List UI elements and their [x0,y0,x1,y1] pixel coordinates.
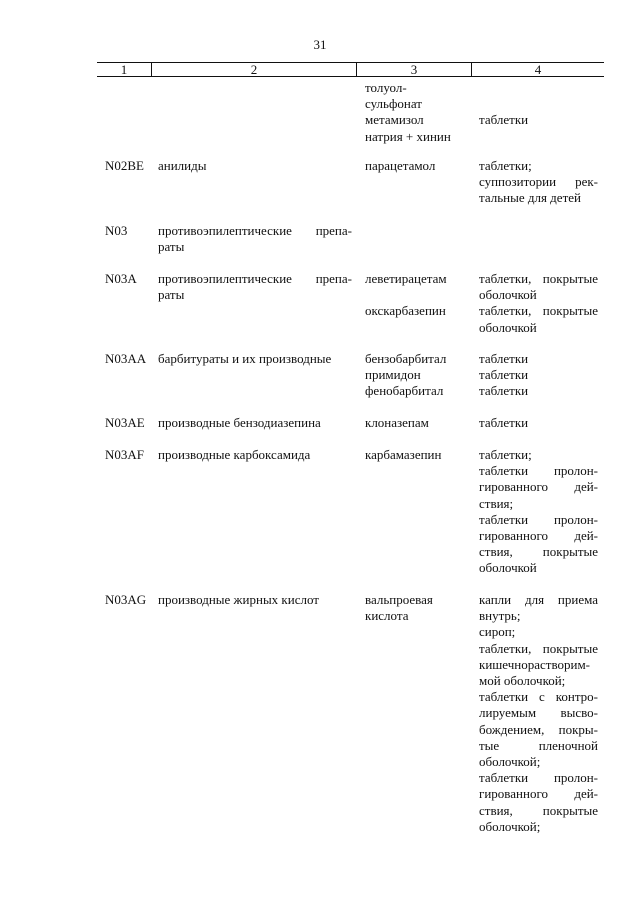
dosage-form-line: гированного дей- [479,528,598,544]
drug-cell [365,351,473,400]
drug-cell [365,415,473,431]
dosage-form-line: таблетки; [479,447,532,462]
drug-name-line: карбамазепин [365,447,442,462]
dosage-form-line: тые пленочной [479,737,598,753]
dosage-form-line: оболочкой; [479,818,541,834]
dosage-form-line: кишечнорастворим- [479,656,591,672]
drug-cell [365,592,473,624]
form-cell [479,592,598,835]
drug-name-line: вальпроевая [365,592,433,607]
group-name-line: противоэпилептические препа- [158,271,352,286]
atc-code: N03AE [105,415,145,430]
drug-cell [365,80,473,145]
header-col-3: 3 [357,63,472,76]
drug-cell [365,158,473,174]
group-name-line: производные жирных кислот [158,592,319,607]
group-name [158,592,352,608]
group-name-line: раты [158,287,185,303]
form-cell [479,158,598,207]
drug-name-line: метамизол [365,112,424,128]
dosage-form-line: таблетки с контро- [479,689,598,705]
dosage-form-line: оболочкой [479,287,537,303]
drug-name-line: бензобарбитал [365,351,447,366]
group-name-line: барбитураты и их производные [158,351,332,366]
dosage-form-line: таблетки [479,415,529,430]
form-cell [479,447,598,577]
dosage-form-line: таблетки, покрытые [479,303,598,319]
drug-cell [365,303,473,319]
form-cell [479,271,598,336]
dosage-form-line: тальные для детей [479,190,581,206]
group-name-line: производные бензодиазепина [158,415,321,430]
dosage-form-line: гированного дей- [479,786,598,802]
atc-code: N03A [105,271,137,286]
header-col-2: 2 [152,63,357,76]
dosage-form-line: ствия, покрытые [479,802,598,818]
dosage-form-line: бождением, покры- [479,721,598,737]
group-name [158,271,352,303]
page-number: 31 [313,37,327,52]
drug-name-line: толуол- [365,80,407,95]
dosage-form-line: оболочкой [479,560,537,576]
group-name [158,415,352,431]
dosage-form-line: таблетки пролон- [479,770,598,786]
drug-name-line: натрия + хинин [365,128,451,144]
dosage-form-line: ствия; [479,495,514,511]
form-cell [479,415,598,431]
dosage-form-line: лируемым высво- [479,705,598,721]
group-name-line: производные карбоксамида [158,447,311,462]
drug-cell [365,271,473,287]
drug-name-line: примидон [365,367,421,383]
header-col-4: 4 [534,62,542,77]
form-cell [479,112,598,128]
dosage-form-line: таблетки пролон- [479,463,598,479]
group-name-line: анилиды [158,158,207,173]
dosage-form-line: ствия, покрытые [479,544,598,560]
group-name-line: раты [158,239,185,255]
group-name [158,158,352,174]
group-name [158,351,352,367]
drug-name-line: парацетамол [365,158,436,173]
drug-cell [365,447,473,463]
header-col-1: 1 [97,63,152,76]
drug-name-line: окскарбазепин [365,303,446,318]
atc-code: N03AA [105,351,147,366]
table-header-row [97,62,604,77]
drug-name-line: сульфонат [365,96,422,112]
dosage-form-line: таблетки [479,351,529,366]
dosage-form-line: таблетки пролон- [479,511,598,527]
drug-name-line: кислота [365,608,409,624]
dosage-form-line: капли для приема [479,592,598,607]
dosage-form-line: внутрь; [479,608,521,624]
dosage-form-line: оболочкой [479,319,537,335]
atc-code: N02BE [105,158,144,173]
drug-name-line: фенобарбитал [365,383,444,399]
dosage-form-line: таблетки [479,367,529,383]
drug-name-line: леветирацетам [365,271,447,286]
dosage-form-line: таблетки [479,112,529,127]
dosage-form-line: мой оболочкой; [479,673,566,689]
dosage-form-line: суппозитории рек- [479,174,598,190]
dosage-form-line: гированного дей- [479,479,598,495]
atc-code: N03 [105,223,128,238]
form-cell [479,351,598,400]
dosage-form-line: таблетки, покрытые [479,271,598,286]
dosage-form-line: сироп; [479,624,516,640]
dosage-form-line: таблетки; [479,158,532,173]
group-name-line: противоэпилептические препа- [158,223,352,238]
dosage-form-line: таблетки, покрытые [479,640,598,656]
dosage-form-line: оболочкой; [479,754,541,770]
drug-name-line: клоназепам [365,415,429,430]
atc-code: N03AF [105,447,145,462]
dosage-form-line: таблетки [479,383,529,399]
atc-code: N03AG [105,592,147,607]
group-name [158,447,352,463]
group-name [158,223,352,255]
